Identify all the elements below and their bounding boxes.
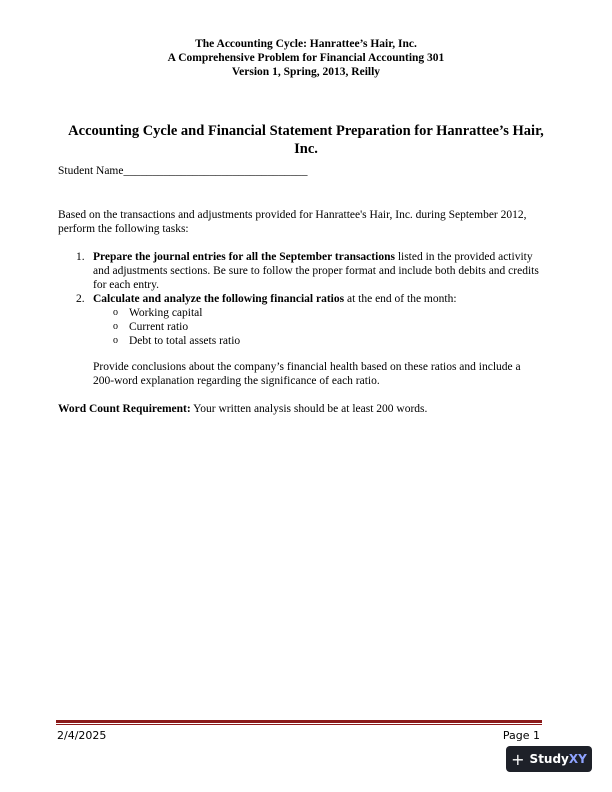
student-name-blank: ________________________________ [123,165,308,177]
header-line-2: A Comprehensive Problem for Financial Accounting 301 [167,52,445,64]
footer-divider [56,720,542,723]
circle-bullet-icon: o [113,335,118,346]
task-text: listed in the provided activity and adjustments sections. Be sure to follow the proper format and include both debits and credits for each entry. [93,251,539,291]
ratio-label: Working capital [129,307,203,319]
task-text: at the end of the month: [344,293,457,305]
task-bold-text: Prepare the journal entries for all the September transactions [93,251,395,263]
task-item [58,292,548,348]
header-line-1: The Accounting Cycle: Hanrattee’s Hair, Inc. [195,38,417,50]
conclusion-paragraph: Provide conclusions about the company’s financial health based on these ratios and include a 200-word explanation regarding the significance of each ratio. [93,361,521,387]
footer-date: 2/4/2025 [57,729,107,742]
document-header [0,37,612,79]
footer-page-number: Page 1 [502,729,540,742]
studyxy-badge[interactable] [506,746,592,772]
task-number: 2. [76,293,85,305]
word-count-text: Your written analysis should be at least 200 words. [190,403,428,415]
badge-brand-main: Study [529,752,569,766]
footer-divider-thin [56,724,542,725]
circle-bullet-icon: o [113,307,118,318]
student-name-line [58,165,307,177]
ratio-item [93,334,548,348]
document-title: Accounting Cycle and Financial Statement Preparation for Hanrattee’s Hair, Inc. [68,123,544,157]
plus-icon: + [511,749,525,769]
ratio-item [93,306,548,320]
ratio-item [93,320,548,334]
word-count-label: Word Count Requirement: [58,403,191,415]
ratio-label: Debt to total assets ratio [129,335,241,347]
ratio-label: Current ratio [129,321,189,333]
intro-paragraph: Based on the transactions and adjustments provided for Hanrattee's Hair, Inc. during September 2012, perform the following tasks: [58,209,527,235]
task-bold-text: Calculate and analyze the following financial ratios [93,293,345,305]
word-count-requirement [58,402,558,416]
student-name-label: Student Name [58,165,124,177]
badge-brand-accent: XY [568,752,587,766]
task-item [58,250,548,292]
ratio-list [93,306,548,348]
circle-bullet-icon: o [113,321,118,332]
task-list [58,250,548,348]
task-number: 1. [76,251,85,263]
header-line-3: Version 1, Spring, 2013, Reilly [231,66,381,78]
